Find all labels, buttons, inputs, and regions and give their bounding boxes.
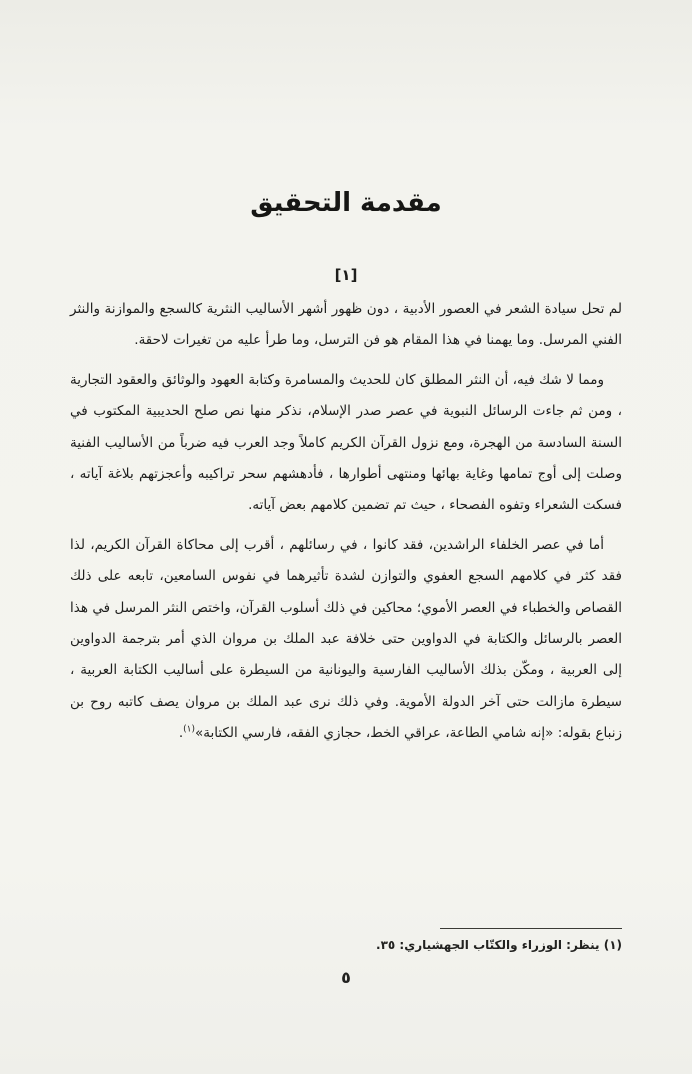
footnote: (١) ينظر: الوزراء والكتّاب الجهشياري: ٣٥. (376, 938, 622, 952)
footnote-separator (440, 928, 622, 929)
chapter-title: مقدمة التحقيق (250, 188, 442, 218)
paragraph-1: لم تحل سيادة الشعر في العصور الأدبية ، دون ظهور أشهر الأساليب النثرية كالسجع والموازنة والنثر الفني المرسل. وما يهمنا في هذا المقام هو فن الترسل، وما طرأ عليه من تغيرات لاحقة. (70, 301, 622, 349)
footnote-reference[interactable]: (١) (183, 724, 195, 735)
paragraph-3 (70, 530, 622, 750)
paragraph-3-tail: . (178, 725, 184, 742)
paragraph-3-text: أما في عصر الخلفاء الراشدين، فقد كانوا ، في رسائلهم ، أقرب إلى محاكاة القرآن الكريم، لذا فقد كثر في كلامهم السجع العفوي والتوازن لشدة تأثيرهما في نفوس السامعين، تابعه على ذلك القصاص والخطباء في العصر الأموي؛ محاكين في ذلك أسلوب القرآن، واختص النثر المرسل في هذا العصر بالرسائل والكتابة في الدواوين حتى خلافة عبد الملك بن مروان الذي أمر بترجمة الدواوين إلى العربية ، ومكّن بذلك الأساليب الفارسية واليونانية من السيطرة على أساليب الكتابة العربية ، سيطرة مازالت حتى آخر الدولة الأموية. وفي ذلك نرى عبد الملك بن مروان يصف كاتبه روح بن زنباع بقوله: «إنه شامي الطاعة، عراقي الخط، حجازي الفقه، فارسي الكتابة» (70, 536, 622, 742)
page-number: ٥ (341, 968, 351, 987)
paragraph-2: ومما لا شك فيه، أن النثر المطلق كان للحديث والمسامرة وكتابة العهود والوثائق والعقود التجارية ، ومن ثم جاءت الرسائل النبوية في عصر صدر الإسلام، نذكر منها نص صلح الحديبية المكتوب في السنة السادسة من الهجرة، ومع نزول القرآن الكريم كاملاً وجد العرب فيه ضرباً من الأساليب الفنية وصلت إلى أوج تمامها وغاية بهائها ومنتهى أطوارها ، فأدهشهم سحر تراكيبه وأعجزتهم بلاغة آياته ، فسكت الشعراء وتفوه الفصحاء ، حيث تم تضمين كلامهم بعض آياته. (70, 371, 622, 514)
body-text (70, 294, 622, 750)
section-number: [١] (334, 266, 358, 284)
